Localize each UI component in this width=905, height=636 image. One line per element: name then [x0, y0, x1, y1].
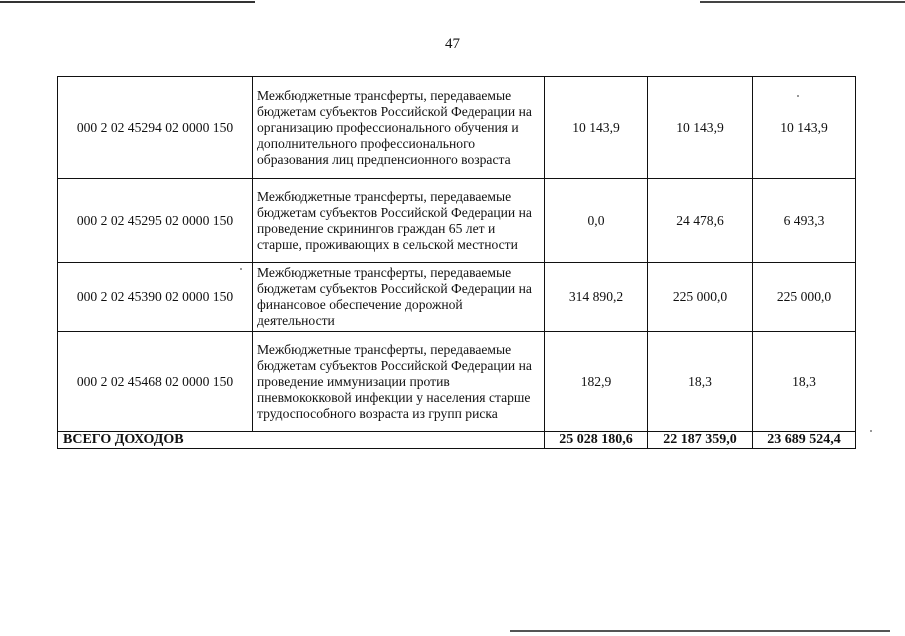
- total-value-cell: 25 028 180,6: [545, 432, 648, 449]
- page-number: 47: [445, 36, 460, 52]
- value-cell: 314 890,2: [545, 263, 648, 332]
- budget-code-cell: 000 2 02 45295 02 0000 150: [58, 179, 253, 263]
- value-cell: 182,9: [545, 332, 648, 432]
- scan-speck: [870, 430, 872, 432]
- scan-speck: [797, 95, 799, 97]
- budget-code-cell: 000 2 02 45390 02 0000 150: [58, 263, 253, 332]
- revenue-table: [57, 76, 856, 449]
- total-row: [58, 432, 856, 449]
- value-cell: 10 143,9: [648, 77, 753, 179]
- scan-line: [0, 1, 255, 3]
- budget-code-cell: 000 2 02 45468 02 0000 150: [58, 332, 253, 432]
- description-cell: Межбюджетные трансферты, передаваемые бюджетам субъектов Российской Федерации на финансовое обеспечение дорожной деятельности: [253, 263, 545, 332]
- value-cell: 0,0: [545, 179, 648, 263]
- value-cell: 24 478,6: [648, 179, 753, 263]
- table-row: [58, 263, 856, 332]
- table-row: [58, 77, 856, 179]
- scan-line: [700, 1, 905, 3]
- total-value-cell: 23 689 524,4: [753, 432, 856, 449]
- budget-code-cell: 000 2 02 45294 02 0000 150: [58, 77, 253, 179]
- description-cell: Межбюджетные трансферты, передаваемые бюджетам субъектов Российской Федерации на организацию профессионального обучения и дополнительного профессионального образования лиц предпенсионного возраста: [253, 77, 545, 179]
- table-row: [58, 179, 856, 263]
- value-cell: 18,3: [648, 332, 753, 432]
- value-cell: 225 000,0: [753, 263, 856, 332]
- value-cell: 225 000,0: [648, 263, 753, 332]
- scan-edge-top: [0, 0, 905, 4]
- description-cell: Межбюджетные трансферты, передаваемые бюджетам субъектов Российской Федерации на проведение иммунизации против пневмококковой инфекции у населения старше трудоспособного возраста из групп риска: [253, 332, 545, 432]
- scan-edge-bottom: [510, 630, 890, 632]
- scan-speck: [240, 268, 242, 270]
- table-row: [58, 332, 856, 432]
- value-cell: 18,3: [753, 332, 856, 432]
- total-value-cell: 22 187 359,0: [648, 432, 753, 449]
- value-cell: 10 143,9: [753, 77, 856, 179]
- total-label: ВСЕГО ДОХОДОВ: [58, 432, 545, 449]
- description-cell: Межбюджетные трансферты, передаваемые бюджетам субъектов Российской Федерации на проведение скринингов граждан 65 лет и старше, проживающих в сельской местности: [253, 179, 545, 263]
- value-cell: 10 143,9: [545, 77, 648, 179]
- value-cell: 6 493,3: [753, 179, 856, 263]
